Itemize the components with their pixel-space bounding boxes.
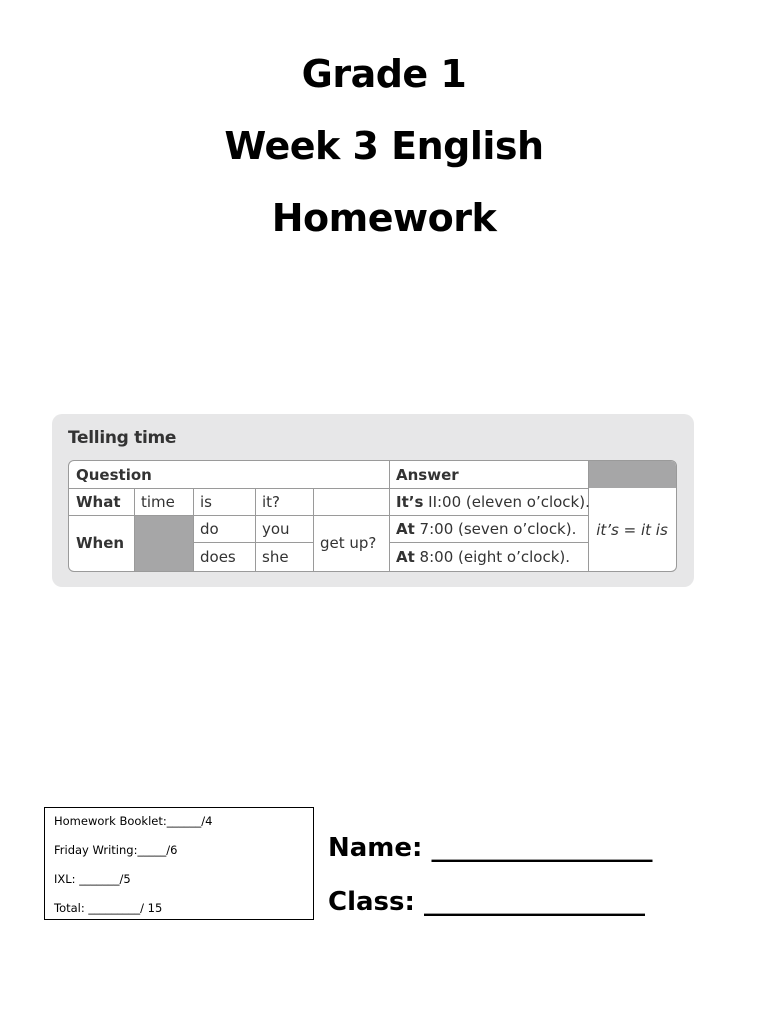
score-ixl: IXL: _______/5	[54, 872, 131, 886]
when-time-fill	[134, 515, 193, 571]
word-time: time	[141, 492, 175, 511]
page-title-line-3: Homework	[271, 196, 497, 240]
answer-seven-rest: 7:00 (seven o’clock).	[414, 519, 577, 538]
word-it: it?	[262, 492, 281, 511]
grammar-reference-box	[52, 414, 694, 587]
answer-seven-lead: At	[396, 519, 415, 538]
word-you: you	[262, 519, 290, 538]
answer-eleven-lead: It’s	[396, 492, 424, 511]
word-when: When	[76, 534, 125, 552]
answer-eight-rest: 8:00 (eight o’clock).	[414, 548, 571, 566]
score-friday-writing: Friday Writing:_____/6	[54, 843, 178, 857]
header-note-fill	[588, 461, 676, 488]
word-does: does	[200, 548, 236, 566]
contraction-note: it’s = it is	[596, 520, 668, 539]
word-do: do	[200, 519, 219, 538]
word-is: is	[200, 492, 212, 511]
student-class-field: Class: _________________	[328, 887, 645, 917]
page-title-line-1: Grade 1	[301, 52, 467, 96]
answer-eight-lead: At	[396, 548, 415, 566]
answer-eleven-rest: II:00 (eleven o’clock).	[423, 492, 590, 511]
score-box	[44, 807, 314, 920]
grammar-table	[68, 460, 677, 572]
answer-eleven	[389, 488, 588, 515]
answer-header: Answer	[396, 465, 459, 484]
phrase-get-up: get up?	[320, 534, 377, 552]
answer-seven	[389, 515, 588, 542]
page-title-line-2: Week 3 English	[224, 124, 544, 168]
word-what: What	[76, 492, 121, 511]
score-homework-booklet: Homework Booklet:______/4	[54, 814, 213, 828]
word-she: she	[262, 548, 289, 566]
student-name-field: Name: _________________	[328, 833, 653, 863]
score-total: Total: _________/ 15	[54, 901, 163, 915]
answer-eight	[389, 543, 588, 571]
grammar-heading: Telling time	[68, 428, 177, 448]
question-header: Question	[76, 465, 152, 484]
